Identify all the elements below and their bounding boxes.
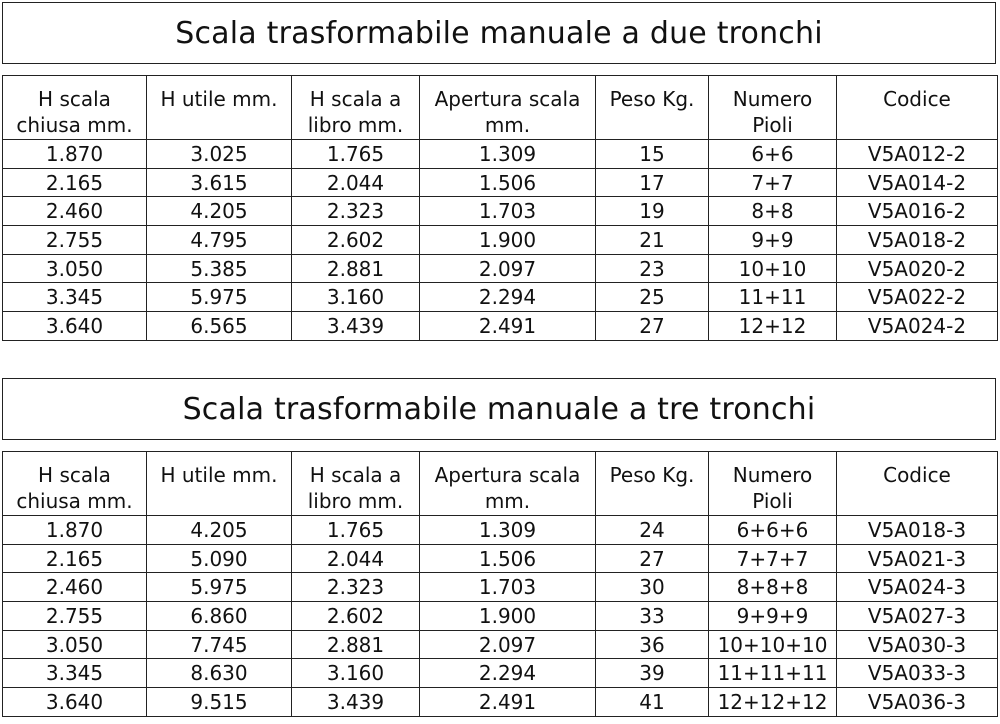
cell-book-height: 1.765 [292,140,420,169]
cell-opening: 1.703 [420,573,596,602]
cell-book-height: 2.881 [292,254,420,283]
cell-rungs: 10+10 [709,254,837,283]
cell-rungs: 10+10+10 [709,630,837,659]
cell-code: V5A016-2 [837,197,998,226]
table-row [3,283,998,312]
cell-rungs: 7+7 [709,168,837,197]
table-row [3,544,998,573]
ladder-table-two-sections [2,75,998,341]
section-title-three-sections: Scala trasformabile manuale a tre tronchi [2,378,996,440]
cell-closed-height: 2.755 [3,226,147,255]
cell-weight: 33 [596,602,709,631]
section-title-two-sections: Scala trasformabile manuale a due tronchi [2,2,996,64]
cell-opening: 1.506 [420,544,596,573]
cell-opening: 2.491 [420,312,596,341]
cell-opening: 1.900 [420,602,596,631]
cell-closed-height: 3.640 [3,312,147,341]
column-header-opening: Apertura scala mm. [420,452,596,516]
cell-book-height: 3.160 [292,283,420,312]
cell-usable-height: 6.565 [147,312,292,341]
column-header-book-height: H scala a libro mm. [292,76,420,140]
cell-code: V5A022-2 [837,283,998,312]
cell-usable-height: 7.745 [147,630,292,659]
column-header-code: Codice [837,76,998,140]
cell-closed-height: 1.870 [3,140,147,169]
cell-book-height: 3.439 [292,688,420,717]
cell-closed-height: 3.050 [3,630,147,659]
table-header-row [3,452,998,516]
cell-code: V5A027-3 [837,602,998,631]
column-header-weight: Peso Kg. [596,76,709,140]
cell-book-height: 2.044 [292,168,420,197]
table-row [3,140,998,169]
cell-code: V5A018-3 [837,516,998,545]
column-header-weight: Peso Kg. [596,452,709,516]
cell-code: V5A030-3 [837,630,998,659]
cell-opening: 2.491 [420,688,596,717]
cell-code: V5A024-2 [837,312,998,341]
table-row [3,254,998,283]
cell-rungs: 7+7+7 [709,544,837,573]
cell-usable-height: 4.795 [147,226,292,255]
cell-rungs: 6+6 [709,140,837,169]
cell-closed-height: 1.870 [3,516,147,545]
cell-opening: 1.703 [420,197,596,226]
cell-closed-height: 2.755 [3,602,147,631]
cell-weight: 23 [596,254,709,283]
table-row [3,516,998,545]
cell-book-height: 2.881 [292,630,420,659]
cell-opening: 2.294 [420,283,596,312]
cell-usable-height: 3.615 [147,168,292,197]
cell-usable-height: 3.025 [147,140,292,169]
cell-weight: 21 [596,226,709,255]
ladder-table-three-sections [2,451,998,717]
cell-opening: 2.097 [420,630,596,659]
cell-weight: 19 [596,197,709,226]
cell-code: V5A036-3 [837,688,998,717]
cell-weight: 24 [596,516,709,545]
cell-usable-height: 8.630 [147,659,292,688]
cell-closed-height: 2.165 [3,544,147,573]
cell-rungs: 12+12+12 [709,688,837,717]
cell-closed-height: 2.165 [3,168,147,197]
cell-usable-height: 6.860 [147,602,292,631]
cell-closed-height: 3.640 [3,688,147,717]
table-row [3,197,998,226]
table-row [3,312,998,341]
cell-code: V5A024-3 [837,573,998,602]
cell-code: V5A014-2 [837,168,998,197]
table-row [3,659,998,688]
cell-book-height: 2.323 [292,197,420,226]
cell-rungs: 9+9 [709,226,837,255]
cell-closed-height: 3.050 [3,254,147,283]
cell-opening: 1.506 [420,168,596,197]
cell-usable-height: 4.205 [147,197,292,226]
cell-book-height: 2.602 [292,602,420,631]
cell-opening: 2.294 [420,659,596,688]
cell-closed-height: 3.345 [3,659,147,688]
cell-opening: 2.097 [420,254,596,283]
cell-rungs: 8+8+8 [709,573,837,602]
cell-weight: 15 [596,140,709,169]
cell-weight: 36 [596,630,709,659]
column-header-code: Codice [837,452,998,516]
cell-code: V5A020-2 [837,254,998,283]
table-row [3,602,998,631]
cell-weight: 27 [596,312,709,341]
cell-weight: 25 [596,283,709,312]
cell-weight: 30 [596,573,709,602]
cell-code: V5A033-3 [837,659,998,688]
cell-book-height: 2.602 [292,226,420,255]
cell-weight: 39 [596,659,709,688]
table-row [3,630,998,659]
cell-rungs: 11+11+11 [709,659,837,688]
cell-rungs: 8+8 [709,197,837,226]
cell-usable-height: 9.515 [147,688,292,717]
column-header-usable-height: H utile mm. [147,452,292,516]
cell-weight: 17 [596,168,709,197]
cell-book-height: 3.439 [292,312,420,341]
cell-code: V5A021-3 [837,544,998,573]
table-header-row [3,76,998,140]
cell-book-height: 2.044 [292,544,420,573]
cell-usable-height: 5.975 [147,573,292,602]
cell-closed-height: 2.460 [3,573,147,602]
column-header-rungs: Numero Pioli [709,76,837,140]
cell-book-height: 3.160 [292,659,420,688]
cell-code: V5A012-2 [837,140,998,169]
cell-usable-height: 5.975 [147,283,292,312]
cell-closed-height: 3.345 [3,283,147,312]
column-header-closed-height: H scala chiusa mm. [3,76,147,140]
cell-weight: 41 [596,688,709,717]
cell-book-height: 1.765 [292,516,420,545]
table-row [3,688,998,717]
column-header-closed-height: H scala chiusa mm. [3,452,147,516]
cell-rungs: 11+11 [709,283,837,312]
cell-code: V5A018-2 [837,226,998,255]
cell-usable-height: 5.090 [147,544,292,573]
cell-usable-height: 5.385 [147,254,292,283]
column-header-usable-height: H utile mm. [147,76,292,140]
cell-closed-height: 2.460 [3,197,147,226]
cell-weight: 27 [596,544,709,573]
cell-opening: 1.309 [420,516,596,545]
cell-usable-height: 4.205 [147,516,292,545]
table-row [3,168,998,197]
column-header-rungs: Numero Pioli [709,452,837,516]
cell-rungs: 9+9+9 [709,602,837,631]
cell-rungs: 6+6+6 [709,516,837,545]
table-row [3,573,998,602]
column-header-book-height: H scala a libro mm. [292,452,420,516]
table-row [3,226,998,255]
cell-rungs: 12+12 [709,312,837,341]
cell-opening: 1.900 [420,226,596,255]
cell-book-height: 2.323 [292,573,420,602]
column-header-opening: Apertura scala mm. [420,76,596,140]
cell-opening: 1.309 [420,140,596,169]
